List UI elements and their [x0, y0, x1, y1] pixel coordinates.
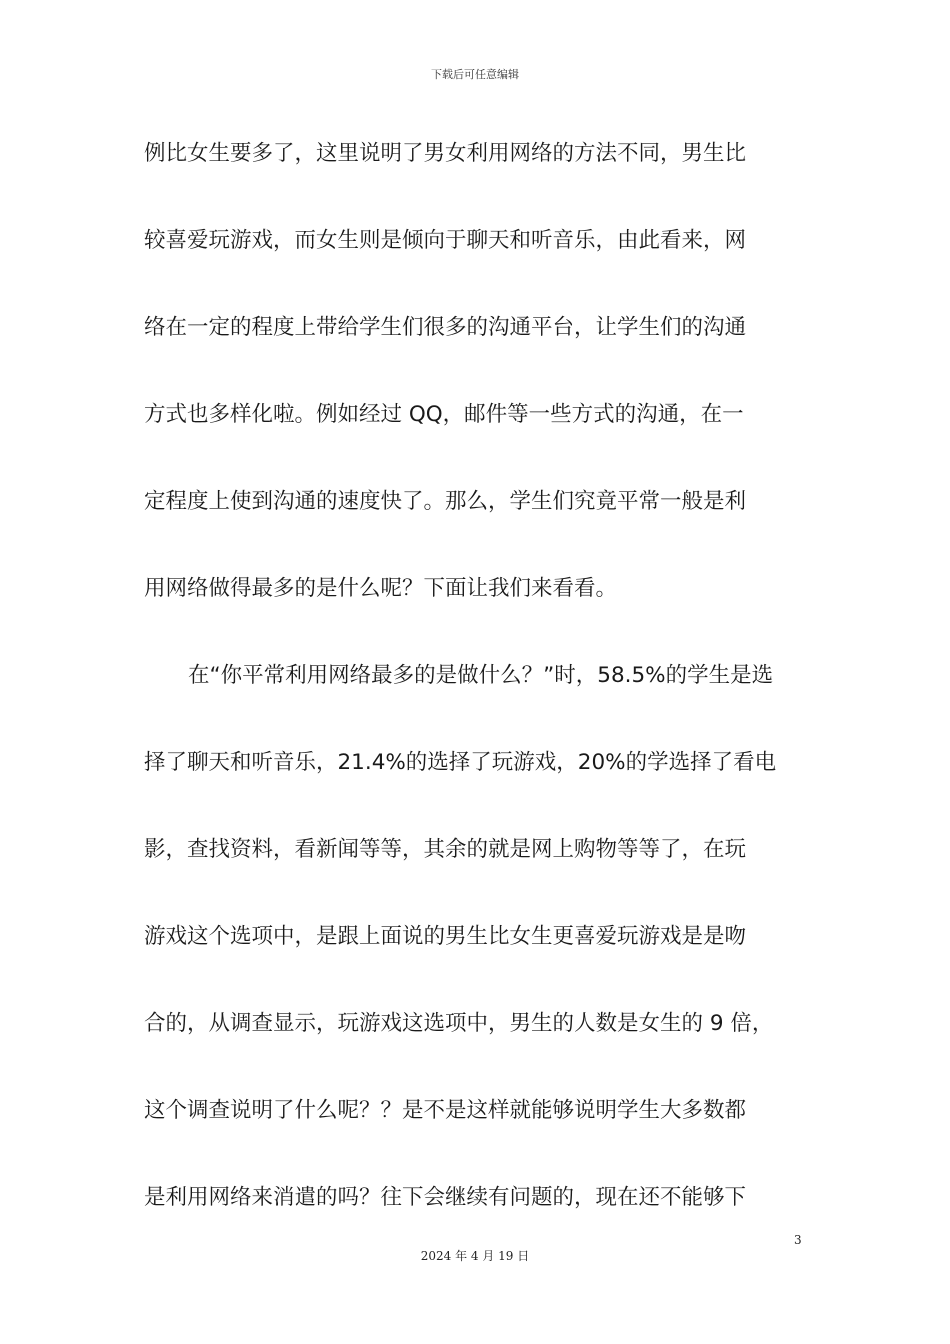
text-line: 是利用网络来消遣的吗？往下会继续有问题的，现在还不能够下 — [144, 1185, 747, 1210]
paragraph-first-line: 在“你平常利用网络最多的是做什么？”时，58.5%的学生是选 — [188, 663, 774, 688]
page-footer-date: 2024 年 4 月 19 日 — [420, 1249, 530, 1263]
page-header: 下载后可任意编辑 — [431, 68, 519, 81]
document-body — [144, 125, 814, 1256]
text-line: 定程度上使到沟通的速度快了。那么，学生们究竟平常一般是利 — [144, 489, 747, 514]
text-line: 影，查找资料，看新闻等等，其余的就是网上购物等等了，在玩 — [144, 837, 747, 862]
text-line: 较喜爱玩游戏，而女生则是倾向于聊天和听音乐，由此看来，网 — [144, 228, 747, 253]
text-line: 游戏这个选项中，是跟上面说的男生比女生更喜爱玩游戏是是吻 — [144, 924, 747, 949]
text-line: 合的，从调查显示，玩游戏这选项中，男生的人数是女生的 9 倍， — [144, 1011, 774, 1036]
page-number: 3 — [794, 1233, 802, 1247]
text-line: 例比女生要多了，这里说明了男女利用网络的方法不同，男生比 — [144, 141, 747, 166]
text-line: 用网络做得最多的是什么呢？下面让我们来看看。 — [144, 576, 618, 601]
text-line: 络在一定的程度上带给学生们很多的沟通平台，让学生们的沟通 — [144, 315, 747, 340]
text-line: 择了聊天和听音乐，21.4%的选择了玩游戏，20%的学选择了看电 — [144, 750, 777, 775]
text-line: 方式也多样化啦。例如经过 QQ，邮件等一些方式的沟通，在一 — [144, 402, 744, 427]
text-line: 这个调查说明了什么呢？？是不是这样就能够说明学生大多数都 — [144, 1098, 747, 1123]
